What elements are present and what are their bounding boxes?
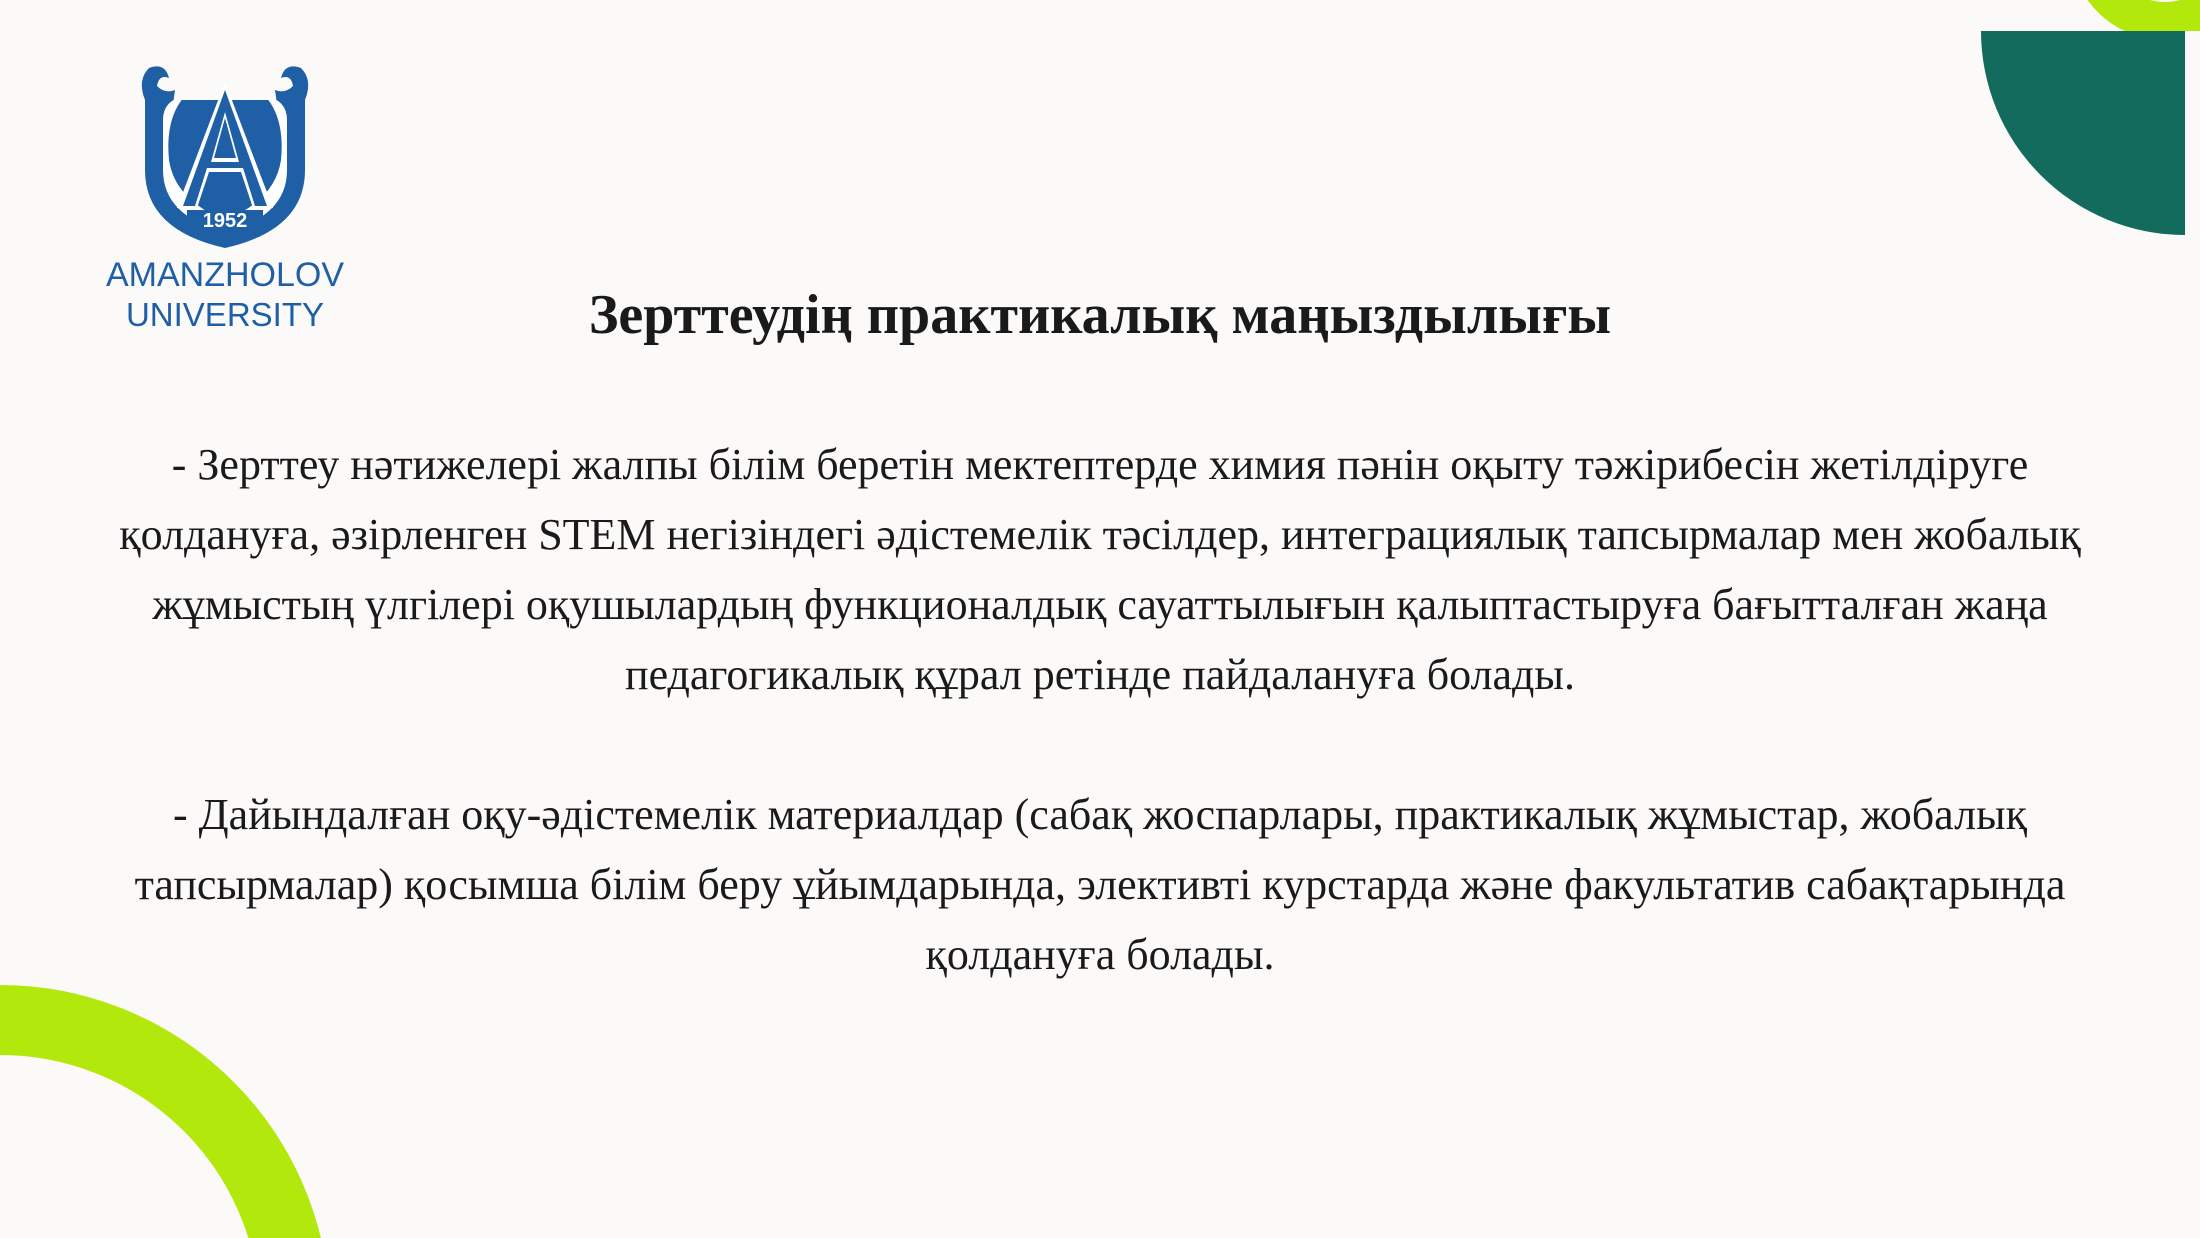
slide-body <box>100 430 2100 990</box>
teal-quarter-circle <box>1981 31 2185 235</box>
logo-name-line1: AMANZHOLOV <box>105 256 345 294</box>
paragraph-1: - Зерттеу нәтижелері жалпы білім беретін мектептерде химия пәнін оқыту тәжірибесін жетілдіруге қолдануға, әзірленген STEM негізіндегі әдістемелік тәсілдер, интеграциялық тапсырмалар мен жобалық жұмыстың үлгілері оқушылардың функционалдық сауаттылығын қалыптастыруға бағытталған жаңа педагогикалық құрал ретінде пайдалануға болады. <box>119 440 2081 699</box>
paragraph-2: - Дайындалған оқу-әдістемелік материалдар (сабақ жоспарлары, практикалық жұмыстар, жобалық тапсырмалар) қосымша білім беру ұйымдарында, элективті курстарда және факультатив сабақтарында қолдануға болады. <box>134 790 2066 979</box>
logo-year: 1952 <box>202 210 248 232</box>
teal-shape-edge <box>2185 31 2200 235</box>
logo-name-line2: UNIVERSITY <box>125 296 325 333</box>
slide-title: Зерттеудің практикалық маңыздылығы <box>588 284 1612 346</box>
lime-arc-bottom-left <box>0 985 330 1238</box>
